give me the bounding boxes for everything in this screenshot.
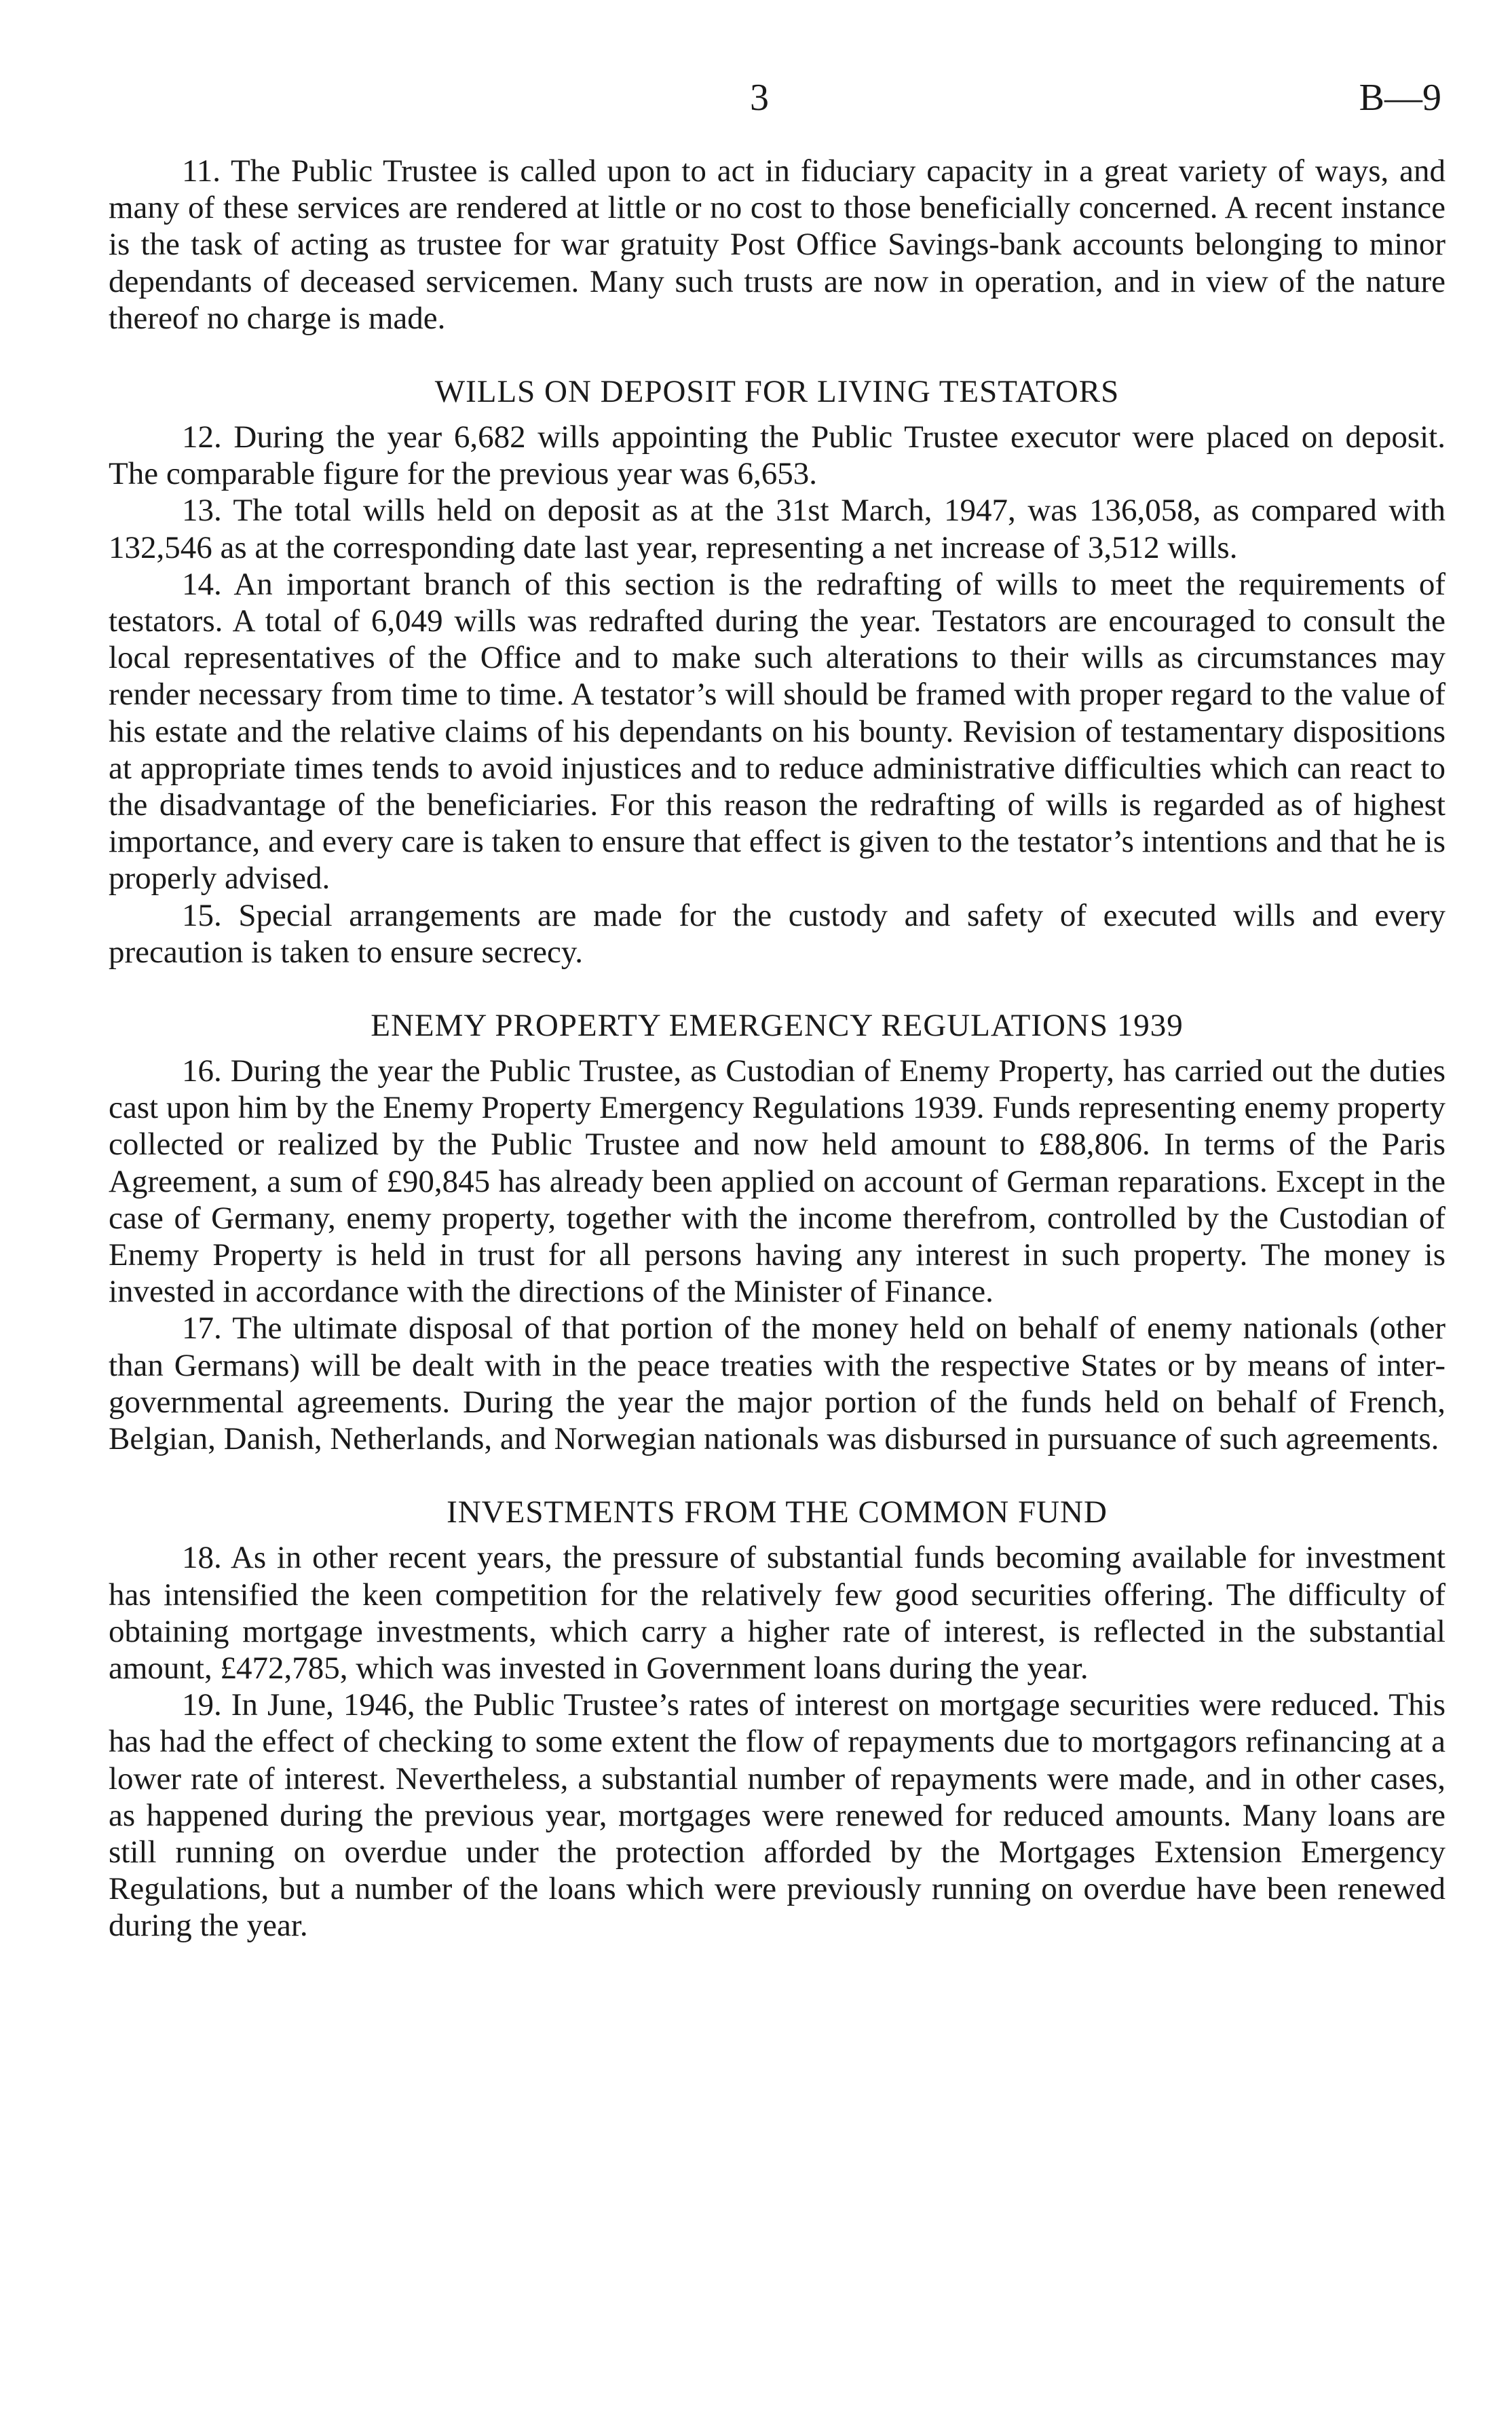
page-header xyxy=(0,71,1512,125)
heading-wills-on-deposit: WILLS ON DEPOSIT FOR LIVING TESTATORS xyxy=(434,374,1120,410)
paragraph-16: 16. During the year the Public Trustee, as Custodian of Enemy Property, has carried out the duties cast upon him by the Enemy Property Emergency Regulations 1939. Funds representing enemy property collected or realized by the Public Trustee and now held amount to £88,806. In terms of the Paris Agreement, a sum of £90,845 has already been applied on account of German reparations. Except in the case of Germany, enemy property, together with the income therefrom, controlled by the Custodian of Enemy Property is held in trust for all persons having any interest in such property. The money is invested in accordance with the directions of the Minister of Finance. xyxy=(109,1053,1445,1310)
paragraph-19: 19. In June, 1946, the Public Trustee’s rates of interest on mortgage securities were reduced. This has had the effect of checking to some extent the flow of repayments due to mortgagors refinancing at a lower rate of interest. Nevertheless, a substantial number of repayments were made, and in other cases, as happened during the previous year, mortgages were renewed for reduced amounts. Many loans are still running on overdue under the protection afforded by the Mortgages Extension Emergency Regulations, but a number of the loans which were previously running on overdue have been renewed during the year. xyxy=(109,1687,1445,1944)
page-body xyxy=(109,153,1445,1944)
paragraph-12: 12. During the year 6,682 wills appointing the Public Trustee executor were placed on deposit. The comparable figure for the previous year was 6,653. xyxy=(109,419,1445,492)
paragraph-11: 11. The Public Trustee is called upon to act in fiduciary capacity in a great variety of ways, and many of these services are rendered at little or no cost to those beneficially concerned. A recent instance is the task of acting as trustee for war gratuity Post Office Savings-bank accounts belonging to minor dependants of deceased servicemen. Many such trusts are now in operation, and in view of the nature thereof no charge is made. xyxy=(109,153,1445,336)
page-number: 3 xyxy=(750,77,769,119)
heading-enemy-property: ENEMY PROPERTY EMERGENCY REGULATIONS 1939 xyxy=(371,1008,1184,1044)
heading-investments: INVESTMENTS FROM THE COMMON FUND xyxy=(447,1494,1108,1530)
paragraph-18: 18. As in other recent years, the pressure of substantial funds becoming available for investment has intensified the keen competition for the relatively few good securities offering. The difficulty of obtaining mortgage investments, which carry a higher rate of interest, is reflected in the substantial amount, £472,785, which was invested in Government loans during the year. xyxy=(109,1540,1445,1686)
document-code: B—9 xyxy=(1359,77,1441,119)
paragraph-17: 17. The ultimate disposal of that portion of the money held on behalf of enemy nationals (other than Germans) will be dealt with in the peace treaties with the respective States or by means of inter-governmental agreements. During the year the major portion of the funds held on behalf of French, Belgian, Danish, Netherlands, and Norwegian nationals was disbursed in pursuance of such agreements. xyxy=(109,1311,1445,1457)
paragraph-13: 13. The total wills held on deposit as at the 31st March, 1947, was 136,058, as compared with 132,546 as at the corresponding date last year, representing a net increase of 3,512 wills. xyxy=(109,493,1445,565)
paragraph-15: 15. Special arrangements are made for the custody and safety of executed wills and every precaution is taken to ensure secrecy. xyxy=(109,897,1445,970)
paragraph-14: 14. An important branch of this section is the redrafting of wills to meet the requirements of testators. A total of 6,049 wills was redrafted during the year. Testators are encouraged to consult the local representatives of the Office and to make such alterations to their wills as circumstances may render necessary from time to time. A testator’s will should be framed with proper regard to the value of his estate and the relative claims of his dependants on his bounty. Revision of testamentary dispositions at appropriate times tends to avoid injustices and to reduce administrative difficulties which can react to the disadvantage of the beneficiaries. For this reason the redrafting of wills is regarded as of highest importance, and every care is taken to ensure that effect is given to the testator’s intentions and that he is properly advised. xyxy=(109,566,1445,897)
